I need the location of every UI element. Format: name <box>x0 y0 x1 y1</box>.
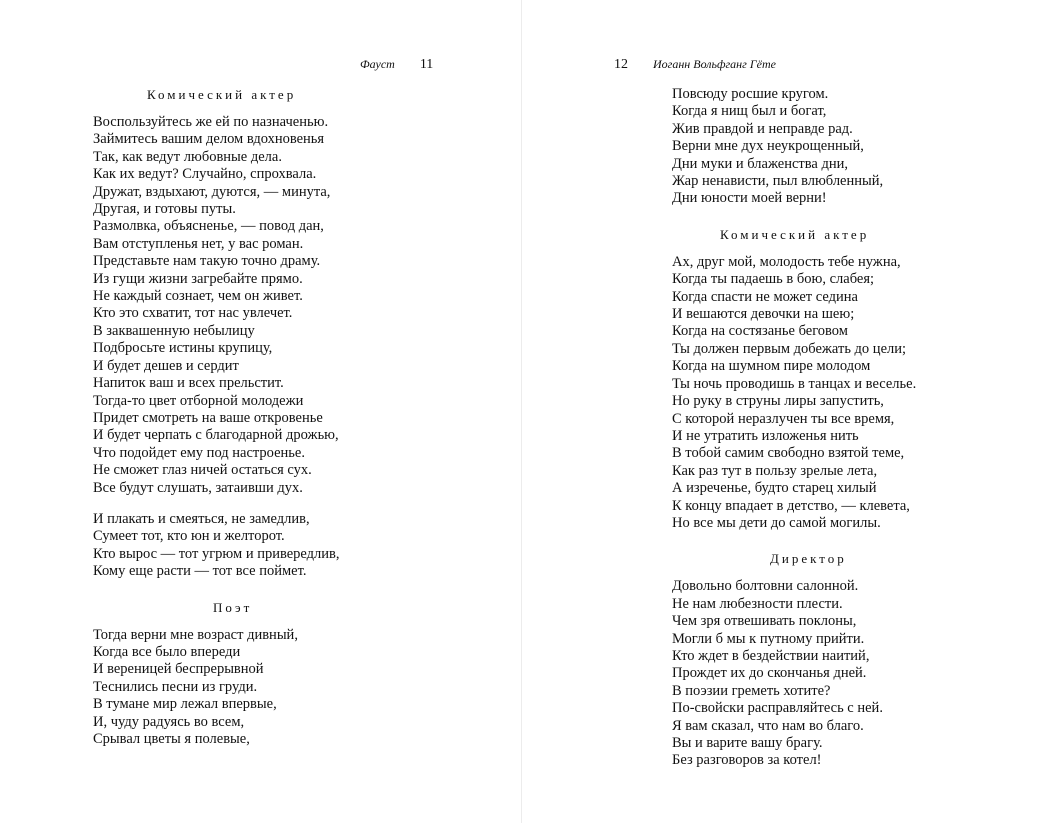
stanza <box>93 627 340 749</box>
verse-line: Как их ведут? Случайно, спрохвала. <box>93 166 317 183</box>
verse-line: Напиток ваш и всех прельстит. <box>93 375 284 392</box>
verse-line: В поэзии греметь хотите? <box>672 682 831 699</box>
verse-line: И вереницей беспрерывной <box>93 661 264 678</box>
stanza <box>93 511 340 581</box>
left-page-text <box>93 86 340 766</box>
verse-line: Кто ждет в бездействии наитий, <box>672 647 870 664</box>
speaker-heading: Комический актер <box>720 226 870 242</box>
verse-line: Подбросьте истины крупицу, <box>93 340 273 357</box>
page-number: 12 <box>614 57 628 72</box>
speech-block <box>93 86 340 581</box>
verse-line: И плакать и смеяться, не замедлив, <box>93 510 310 527</box>
speech-block <box>672 550 916 769</box>
verse-line: Верни мне дух неукрощенный, <box>672 138 864 155</box>
speaker-heading: Поэт <box>213 599 253 615</box>
verse-line: Придет смотреть на ваше откровенье <box>93 409 323 426</box>
verse-line: Срывал цветы я полевые, <box>93 731 250 747</box>
verse-line: Когда все было впереди <box>93 643 241 660</box>
verse-line: Ты должен первым добежать до цели; <box>672 340 907 357</box>
verse-line: Займитесь вашим делом вдохновенья <box>93 131 325 148</box>
stanza <box>672 578 916 769</box>
verse-line: Как раз тут в пользу зрелые лета, <box>672 462 878 479</box>
verse-line: Дружат, вздыхают, дуются, — минута, <box>93 183 331 200</box>
stanza <box>93 114 340 497</box>
verse-line: Дни юности моей верни! <box>672 190 827 207</box>
verse-line: Кому еще расти — тот все поймет. <box>93 563 307 580</box>
verse-line: Жив правдой и неправде рад. <box>672 120 853 137</box>
verse-line: И, чуду радуясь во всем, <box>93 713 245 730</box>
verse-line: Из гущи жизни загребайте прямо. <box>93 270 303 287</box>
verse-line: Размолвка, объясненье, — повод дан, <box>93 218 324 235</box>
verse-line: Не сможет глаз ничей остаться сух. <box>93 462 312 479</box>
right-page-header <box>614 56 776 73</box>
verse-line: Ах, друг мой, молодость тебе нужна, <box>672 253 901 270</box>
verse-line: Прождет их до скончанья дней. <box>672 665 867 682</box>
stanza <box>672 254 916 533</box>
verse-line: Когда на состязанье беговом <box>672 323 848 340</box>
verse-line: И будет черпать с благодарной дрожью, <box>93 427 339 444</box>
verse-line: Кто это схватит, тот нас увлечет. <box>93 305 293 322</box>
verse-line: Без разговоров за котел! <box>672 752 822 769</box>
speaker-heading: Комический актер <box>147 87 297 102</box>
verse-line: В заквашенную небылицу <box>93 322 255 339</box>
verse-line: И не утратить изложенья нить <box>672 427 859 444</box>
page-number: 11 <box>419 57 434 72</box>
verse-line: Ты ночь проводишь в танцах и веселье. <box>672 375 917 392</box>
running-head: Фауст <box>360 57 395 71</box>
verse-line: И будет дешев и сердит <box>93 357 239 374</box>
verse-line: Так, как ведут любовные дела. <box>93 148 282 165</box>
verse-line: Дни муки и блаженства дни, <box>672 155 848 172</box>
verse-line: Когда на шумном пире молодом <box>672 358 871 375</box>
speech-block <box>672 86 916 208</box>
verse-line: Представьте нам такую точно драму. <box>93 253 321 270</box>
verse-line: Но все мы дети до самой могилы. <box>672 514 881 531</box>
verse-line: Воспользуйтесь же ей по назначенью. <box>93 114 329 130</box>
stanza <box>672 86 916 208</box>
speaker-heading: Директор <box>770 551 847 567</box>
verse-line: Могли б мы к путному прийти. <box>672 630 865 647</box>
verse-line: Когда я нищ был и богат, <box>672 103 827 120</box>
verse-line: Я вам сказал, что нам во благо. <box>672 717 864 734</box>
verse-line: Жар ненависти, пыл влюбленный, <box>672 173 884 190</box>
right-page <box>522 0 1037 823</box>
verse-line: И вешаются девочки на шею; <box>672 306 855 323</box>
verse-line: В тобой самим свободно взятой теме, <box>672 445 905 462</box>
speech-block <box>672 226 916 533</box>
verse-line: По-свойски расправляйтесь с ней. <box>672 700 883 717</box>
verse-line: Когда спасти не может седина <box>672 288 858 305</box>
verse-line: Что подойдет ему под настроенье. <box>93 444 305 461</box>
speech-block <box>93 599 340 749</box>
verse-line: Не каждый сознает, чем он живет. <box>93 288 303 305</box>
verse-line: Сумеет тот, кто юн и желторот. <box>93 528 285 545</box>
verse-line: Кто вырос — тот угрюм и привередлив, <box>93 545 340 562</box>
verse-line: Тогда верни мне возраст дивный, <box>93 626 298 643</box>
verse-line: А изреченье, будто старец хилый <box>672 480 877 497</box>
verse-line: Вам отступленья нет, у вас роман. <box>93 235 304 252</box>
verse-line: С которой неразлучен ты все время, <box>672 410 895 427</box>
verse-line: Тогда-то цвет отборной молодежи <box>93 392 304 409</box>
verse-line: Но руку в струны лиры запустить, <box>672 393 884 410</box>
verse-line: Другая, и готовы путы. <box>93 201 236 218</box>
verse-line: Все будут слушать, затаивши дух. <box>93 479 303 496</box>
verse-line: Повсюду росшие кругом. <box>672 86 829 102</box>
verse-line: Не нам любезности плести. <box>672 595 843 612</box>
right-page-text <box>672 86 916 788</box>
verse-line: В тумане мир лежал впервые, <box>93 696 277 713</box>
verse-line: Когда ты падаешь в бою, слабея; <box>672 271 875 288</box>
verse-line: Вы и варите вашу брагу. <box>672 735 823 751</box>
left-page-header <box>360 56 433 73</box>
verse-line: Чем зря отвешивать поклоны, <box>672 613 857 630</box>
verse-line: Довольно болтовни салонной. <box>672 578 859 595</box>
verse-line: К концу впадает в детство, — клевета, <box>672 497 910 514</box>
running-head: Иоганн Вольфганг Гёте <box>653 57 776 71</box>
verse-line: Теснились песни из груди. <box>93 678 258 695</box>
